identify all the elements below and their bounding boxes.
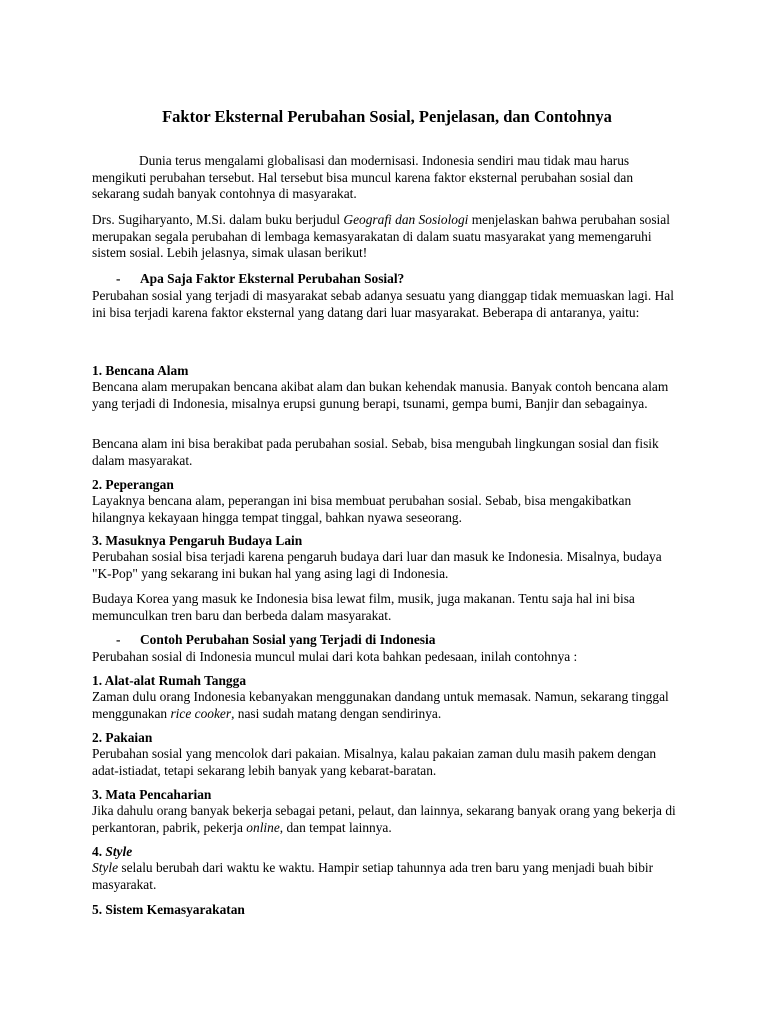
item-bencana-alam-p1: Bencana alam merupakan bencana akibat alam dan bukan kehendak manusia. Banyak contoh bencana alam yang terjadi di Indonesia, misalnya erupsi gunung berapi, tsunami, gempa bumi, Banjir dan sebagainya. xyxy=(92,379,669,411)
intro-paragraph-2 xyxy=(92,212,682,262)
item3-emphasis: online xyxy=(246,819,280,835)
item3-text-end: , dan tempat lainnya. xyxy=(279,819,392,835)
item1-text-start: Zaman dulu orang Indonesia kebanyakan menggunakan dandang untuk memasak. Namun, sekarang tinggal menggunakan xyxy=(92,689,669,721)
bullet-dash: - xyxy=(116,632,121,647)
section-2-heading xyxy=(116,632,435,649)
item-sistem-kemasyarakatan-heading: 5. Sistem Kemasyarakatan xyxy=(92,902,245,917)
item4-number: 4. xyxy=(92,844,106,859)
book-title: Geografi dan Sosiologi xyxy=(343,212,469,227)
section-2-heading-text: Contoh Perubahan Sosial yang Terjadi di Indonesia xyxy=(140,632,436,647)
section-1-heading xyxy=(116,271,404,288)
item1-emphasis: rice cooker xyxy=(170,705,232,721)
item-alat-rumah-tangga-text xyxy=(92,689,682,722)
item-mata-pencaharian-heading: 3. Mata Pencaharian xyxy=(92,787,212,802)
item-budaya-p1: Perubahan sosial bisa terjadi karena pengaruh budaya dari luar dan masuk ke Indonesia. Misalnya, budaya "K-Pop" yang sekarang ini bukan hal yang asing lagi di Indonesia. xyxy=(92,549,662,581)
item-style-text xyxy=(92,860,682,893)
intro-p2-start: Drs. Sugiharyanto, M.Si. dalam buku berjudul xyxy=(92,212,344,227)
item-mata-pencaharian-text xyxy=(92,803,682,836)
section-1-heading-text: Apa Saja Faktor Eksternal Perubahan Sosial? xyxy=(140,271,405,286)
item-bencana-alam-p2: Bencana alam ini bisa berakibat pada perubahan sosial. Sebab, bisa mengubah lingkungan sosial dan fisik dalam masyarakat. xyxy=(92,436,659,468)
item-budaya-heading: 3. Masuknya Pengaruh Budaya Lain xyxy=(92,533,303,548)
item4-text: selalu berubah dari waktu ke waktu. Hampir setiap tahunnya ada tren baru yang menjadi buah bibir masyarakat. xyxy=(92,860,654,892)
item3-text-start: Jika dahulu orang banyak bekerja sebagai petani, pelaut, dan lainnya, sekarang banyak orang yang bekerja di perkantoran, pabrik, pekerja xyxy=(92,803,676,835)
document-title: Faktor Eksternal Perubahan Sosial, Penjelasan, dan Contohnya xyxy=(162,107,612,126)
intro-paragraph-1: Dunia terus mengalami globalisasi dan modernisasi. Indonesia sendiri mau tidak mau harus mengikuti perubahan tersebut. Hal tersebut bisa muncul karena faktor eksternal perubahan sosial dan sekarang sudah banyak contohnya di masyarakat. xyxy=(92,153,634,202)
item-peperangan-p1: Layaknya bencana alam, peperangan ini bisa membuat perubahan sosial. Sebab, bisa mengakibatkan hilangnya kekayaan hingga tempat tinggal, bahkan nyawa seseorang. xyxy=(92,493,632,525)
item-pakaian-text: Perubahan sosial yang mencolok dari pakaian. Misalnya, kalau pakaian zaman dulu masih pakem dengan adat-istiadat, tetapi sekarang lebih banyak yang kebarat-baratan. xyxy=(92,746,657,778)
section-2-intro: Perubahan sosial di Indonesia muncul mulai dari kota bahkan pedesaan, inilah contohnya : xyxy=(92,649,578,664)
section-1-intro: Perubahan sosial yang terjadi di masyarakat sebab adanya sesuatu yang dianggap tidak memuaskan lagi. Hal ini bisa terjadi karena faktor eksternal yang datang dari luar masyarakat. Beberapa di antaranya, yaitu: xyxy=(92,288,674,320)
item-peperangan-heading: 2. Peperangan xyxy=(92,477,174,492)
item1-text-end: , nasi sudah matang dengan sendirinya. xyxy=(231,705,442,721)
item4-lead-emphasis: Style xyxy=(92,860,119,875)
item-pakaian-heading: 2. Pakaian xyxy=(92,730,153,745)
item-alat-rumah-tangga-heading: 1. Alat-alat Rumah Tangga xyxy=(92,673,247,688)
item-style-heading xyxy=(92,844,682,861)
item-budaya-p2: Budaya Korea yang masuk ke Indonesia bisa lewat film, musik, juga makanan. Tentu saja hal ini bisa memunculkan tren baru dan berbeda dalam masyarakat. xyxy=(92,591,635,623)
item4-heading-emphasis: Style xyxy=(105,844,133,859)
item-bencana-alam-heading: 1. Bencana Alam xyxy=(92,363,189,378)
intro-p2-end: menjelaskan bahwa perubahan sosial merupakan segala perubahan di lembaga kemasyarakatan di dalam suatu masyarakat yang memengaruhi sistem sosial. Lebih jelasnya, simak ulasan berikut! xyxy=(92,212,670,261)
bullet-dash: - xyxy=(116,271,121,286)
